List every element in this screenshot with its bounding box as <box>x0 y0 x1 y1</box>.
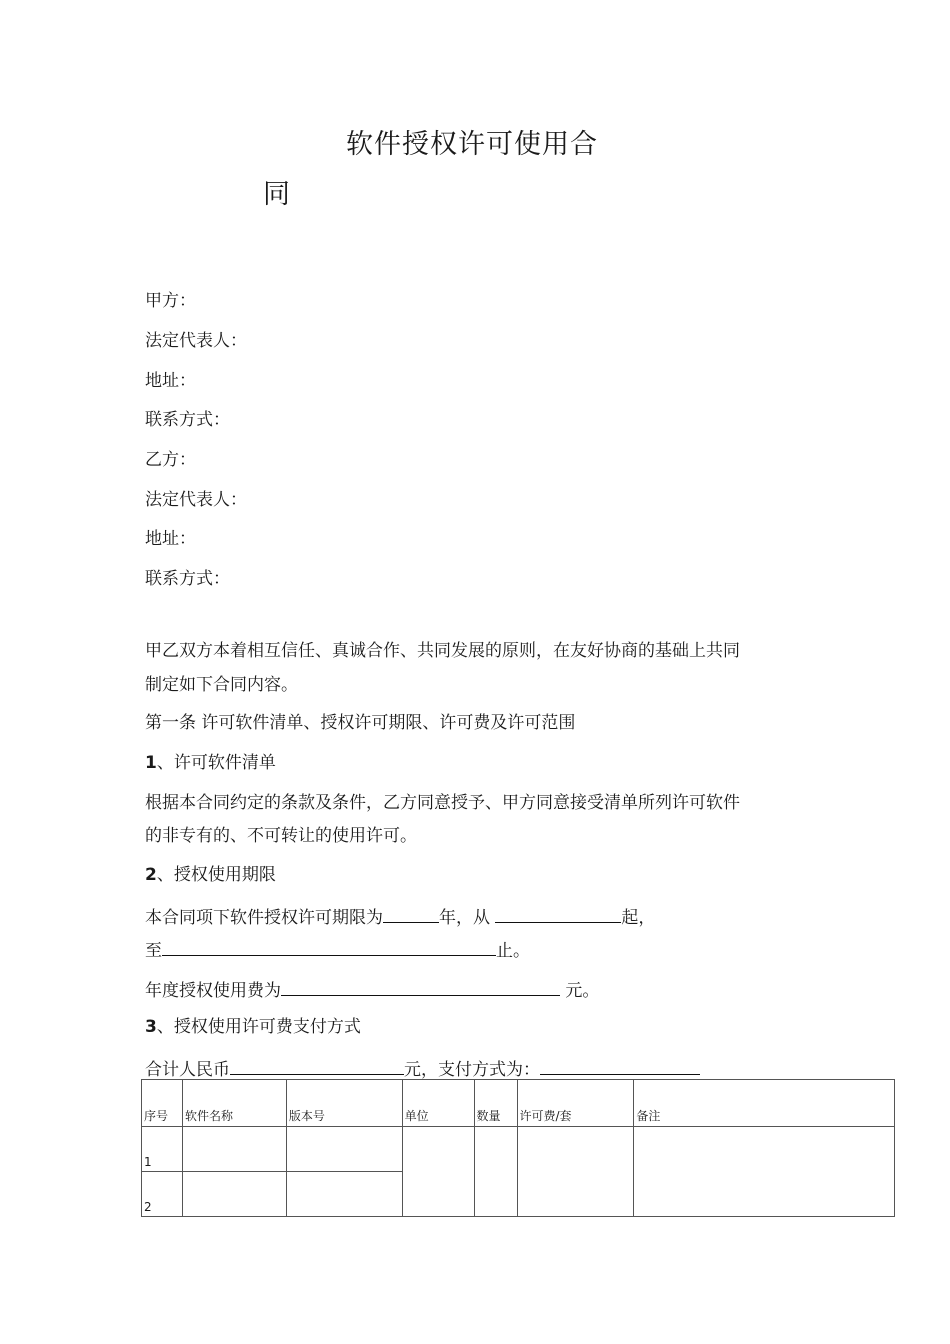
term-years-blank[interactable] <box>383 904 439 923</box>
section-2-heading <box>145 864 276 886</box>
header-unit: 单位 <box>402 1080 474 1127</box>
table-header-row <box>142 1080 895 1127</box>
header-version: 版本号 <box>286 1080 402 1127</box>
contract-title-line-1: 软件授权许可使用合 <box>346 129 598 160</box>
article-1-heading: 第一条 许可软件清单、授权许可期限、许可费及许可范围 <box>145 713 576 733</box>
header-software-name: 软件名称 <box>182 1080 286 1127</box>
preamble-line-2: 制定如下合同内容。 <box>145 675 298 695</box>
annual-fee-suffix: 元。 <box>560 981 600 1001</box>
total-amount-blank[interactable] <box>230 1056 404 1075</box>
section-2-number: 2 <box>145 865 157 885</box>
term-prefix: 本合同项下软件授权许可期限为 <box>145 908 383 928</box>
software-list-table <box>141 1079 895 1217</box>
party-b-representative-label: 法定代表人： <box>145 490 247 510</box>
term-end-blank[interactable] <box>162 937 496 956</box>
party-a-representative-label: 法定代表人： <box>145 331 247 351</box>
contract-title-line-2: 同 <box>263 179 290 210</box>
header-index: 序号 <box>142 1080 183 1127</box>
term-start-blank[interactable] <box>495 904 621 923</box>
total-mid-text: 元，支付方式为： <box>404 1060 540 1080</box>
header-quantity: 数量 <box>474 1080 517 1127</box>
party-a-address-label: 地址： <box>145 371 196 391</box>
row-index: 2 <box>142 1172 183 1217</box>
party-b-contact-label: 联系方式： <box>145 569 230 589</box>
party-b-label: 乙方： <box>145 450 196 470</box>
cell-version[interactable] <box>286 1172 402 1217</box>
section-1-body-line-2: 的非专有的、不可转让的使用许可。 <box>145 826 417 846</box>
annual-fee-prefix: 年度授权使用费为 <box>145 981 281 1001</box>
term-line <box>145 904 655 929</box>
preamble-line-1: 甲乙双方本着相互信任、真诚合作、共同发展的原则，在友好协商的基础上共同 <box>145 641 740 661</box>
party-b-address-label: 地址： <box>145 529 196 549</box>
cell-unit[interactable] <box>402 1127 474 1217</box>
term-end-line <box>145 937 530 962</box>
term-from-text: 起， <box>621 908 656 928</box>
cell-software-name[interactable] <box>182 1127 286 1172</box>
section-3-number: 3 <box>145 1017 157 1037</box>
cell-software-name[interactable] <box>182 1172 286 1217</box>
section-1-title: 、许可软件清单 <box>156 753 276 773</box>
cell-remarks[interactable] <box>634 1127 895 1217</box>
party-a-contact-label: 联系方式： <box>145 410 230 430</box>
cell-quantity[interactable] <box>474 1127 517 1217</box>
header-license-fee: 许可费/套 <box>517 1080 634 1127</box>
row-index: 1 <box>142 1127 183 1172</box>
section-1-body-line-1: 根据本合同约定的条款及条件，乙方同意授予、甲方同意接受清单所列许可软件 <box>145 793 740 813</box>
party-a-label: 甲方： <box>145 291 196 311</box>
term-year-text: 年，从 <box>439 908 496 928</box>
payment-method-blank[interactable] <box>540 1056 700 1075</box>
payment-line <box>145 1056 700 1081</box>
section-1-heading <box>145 752 276 774</box>
header-remarks: 备注 <box>634 1080 895 1127</box>
cell-version[interactable] <box>286 1127 402 1172</box>
table-row <box>142 1127 895 1172</box>
section-3-title: 、授权使用许可费支付方式 <box>156 1017 361 1037</box>
section-2-title: 、授权使用期限 <box>156 865 276 885</box>
annual-fee-blank[interactable] <box>281 977 560 996</box>
section-1-number: 1 <box>145 753 157 773</box>
annual-fee-line <box>145 977 599 1002</box>
section-3-heading <box>145 1016 361 1038</box>
term-to-prefix: 至 <box>145 941 162 961</box>
cell-license-fee[interactable] <box>517 1127 634 1217</box>
term-to-suffix: 止。 <box>496 941 530 961</box>
total-prefix: 合计人民币 <box>145 1060 230 1080</box>
